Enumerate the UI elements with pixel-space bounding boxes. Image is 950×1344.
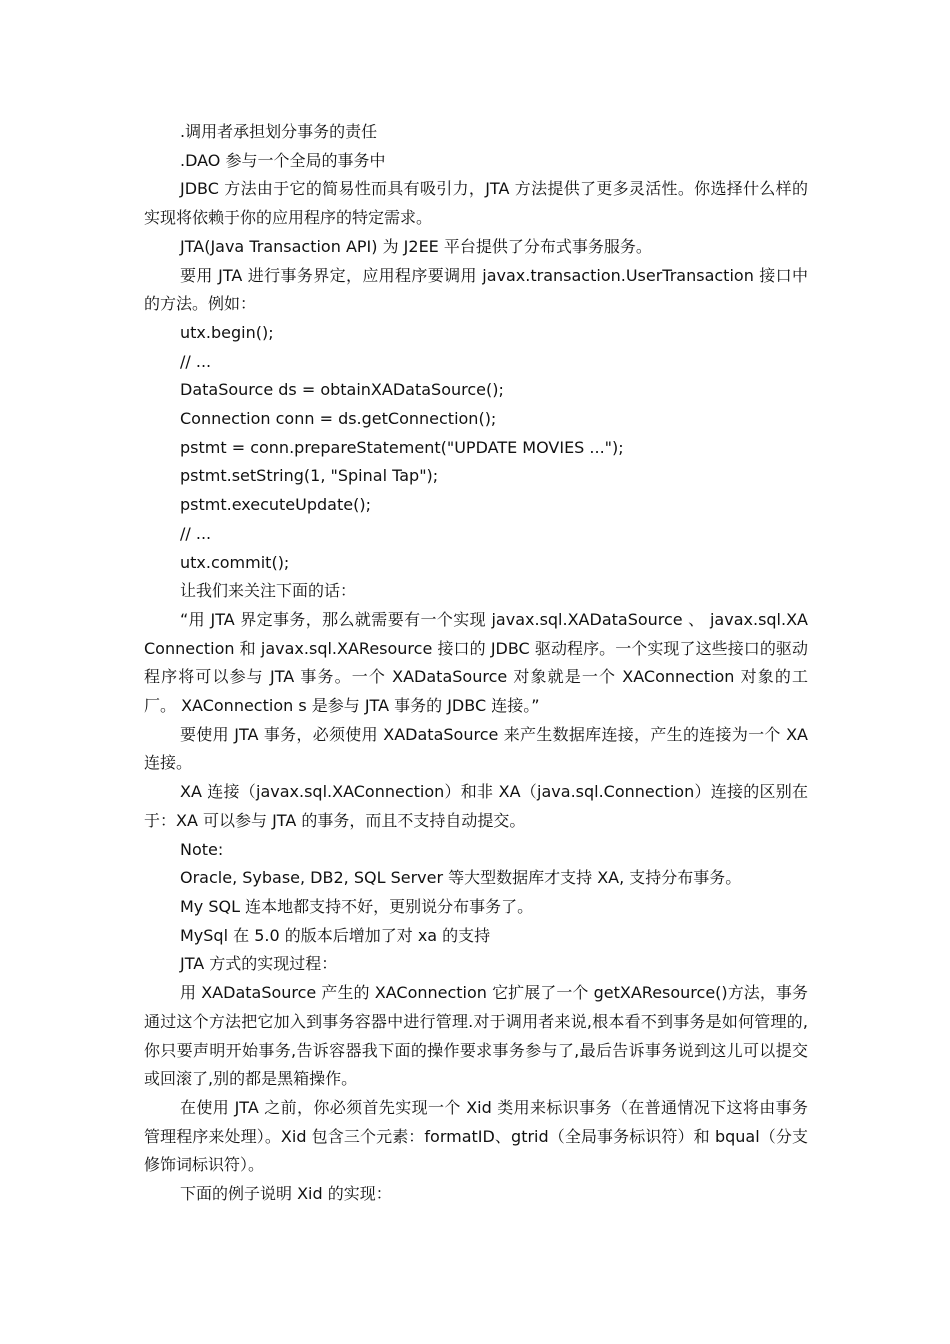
paragraph: .调用者承担划分事务的责任 [180, 122, 378, 141]
paragraph: JDBC 方法由于它的简易性而具有吸引力，JTA 方法提供了更多灵活性。你选择什么样的实现将依赖于你的应用程序的特定需求。 [144, 179, 808, 228]
paragraph: JTA 方式的实现过程： [180, 954, 338, 974]
paragraph: Oracle, Sybase, DB2, SQL Server 等大型数据库才支持 XA, 支持分布事务。 [180, 868, 742, 888]
paragraph: MySql 在 5.0 的版本后增加了对 xa 的支持 [180, 925, 491, 945]
code-line: pstmt.executeUpdate(); [180, 495, 371, 515]
code-line: // ... [180, 523, 212, 543]
paragraph: XA 连接（javax.sql.XAConnection）和非 XA（java.sql.Connection）连接的区别在于：XA 可以参与 JTA 的事务，而且不支持自动提交。 [144, 782, 808, 830]
code-line: Connection conn = ds.getConnection(); [180, 409, 497, 429]
code-line: pstmt.setString(1, "Spinal Tap"); [180, 466, 439, 486]
paragraph: 让我们来关注下面的话： [180, 581, 357, 601]
quote-paragraph: “用 JTA 界定事务，那么就需要有一个实现 javax.sql.XADataSource 、 javax.sql.XAConnection 和 javax.sql.XAResource 接口的 JDBC 驱动程序。一个实现了这些接口的驱动程序将可以参与 JTA 事务。一个 XADataSource 对象就是一个 XAConnection 对象的工厂。 XAConnection s 是参与 JTA 事务的 JDBC 连接。” [144, 609, 808, 716]
paragraph: JTA(Java Transaction API) 为 J2EE 平台提供了分布式事务服务。 [180, 236, 652, 256]
code-line: DataSource ds = obtainXADataSource(); [180, 380, 504, 400]
paragraph: 下面的例子说明 Xid 的实现： [180, 1184, 392, 1204]
document-body [144, 118, 808, 1209]
paragraph: 用 XADataSource 产生的 XAConnection 它扩展了一个 getXAResource()方法，事务通过这个方法把它加入到事务容器中进行管理.对于调用者来说,根本看不到事务是如何管理的,你只要声明开始事务,告诉容器我下面的操作要求事务参与了,最后告诉事务说到这儿可以提交或回滚了,别的都是黑箱操作。 [144, 983, 808, 1089]
paragraph: My SQL 连本地都支持不好，更别说分布事务了。 [180, 896, 534, 916]
code-line: utx.commit(); [180, 552, 290, 572]
paragraph: 在使用 JTA 之前，你必须首先实现一个 Xid 类用来标识事务（在普通情况下这将由事务管理程序来处理）。Xid 包含三个元素：formatID、gtrid（全局事务标识符）和 bqual（分支修饰词标识符）。 [144, 1097, 808, 1175]
code-line: pstmt = conn.prepareStatement("UPDATE MOVIES ..."); [180, 437, 624, 457]
note-label: Note: [180, 839, 224, 859]
paragraph: 要使用 JTA 事务，必须使用 XADataSource 来产生数据库连接，产生的连接为一个 XA 连接。 [144, 724, 808, 773]
paragraph: 要用 JTA 进行事务界定，应用程序要调用 javax.transaction.UserTransaction 接口中的方法。例如： [144, 265, 808, 314]
paragraph: .DAO 参与一个全局的事务中 [180, 150, 386, 170]
code-line: utx.begin(); [180, 322, 274, 342]
code-line: // ... [180, 351, 212, 371]
